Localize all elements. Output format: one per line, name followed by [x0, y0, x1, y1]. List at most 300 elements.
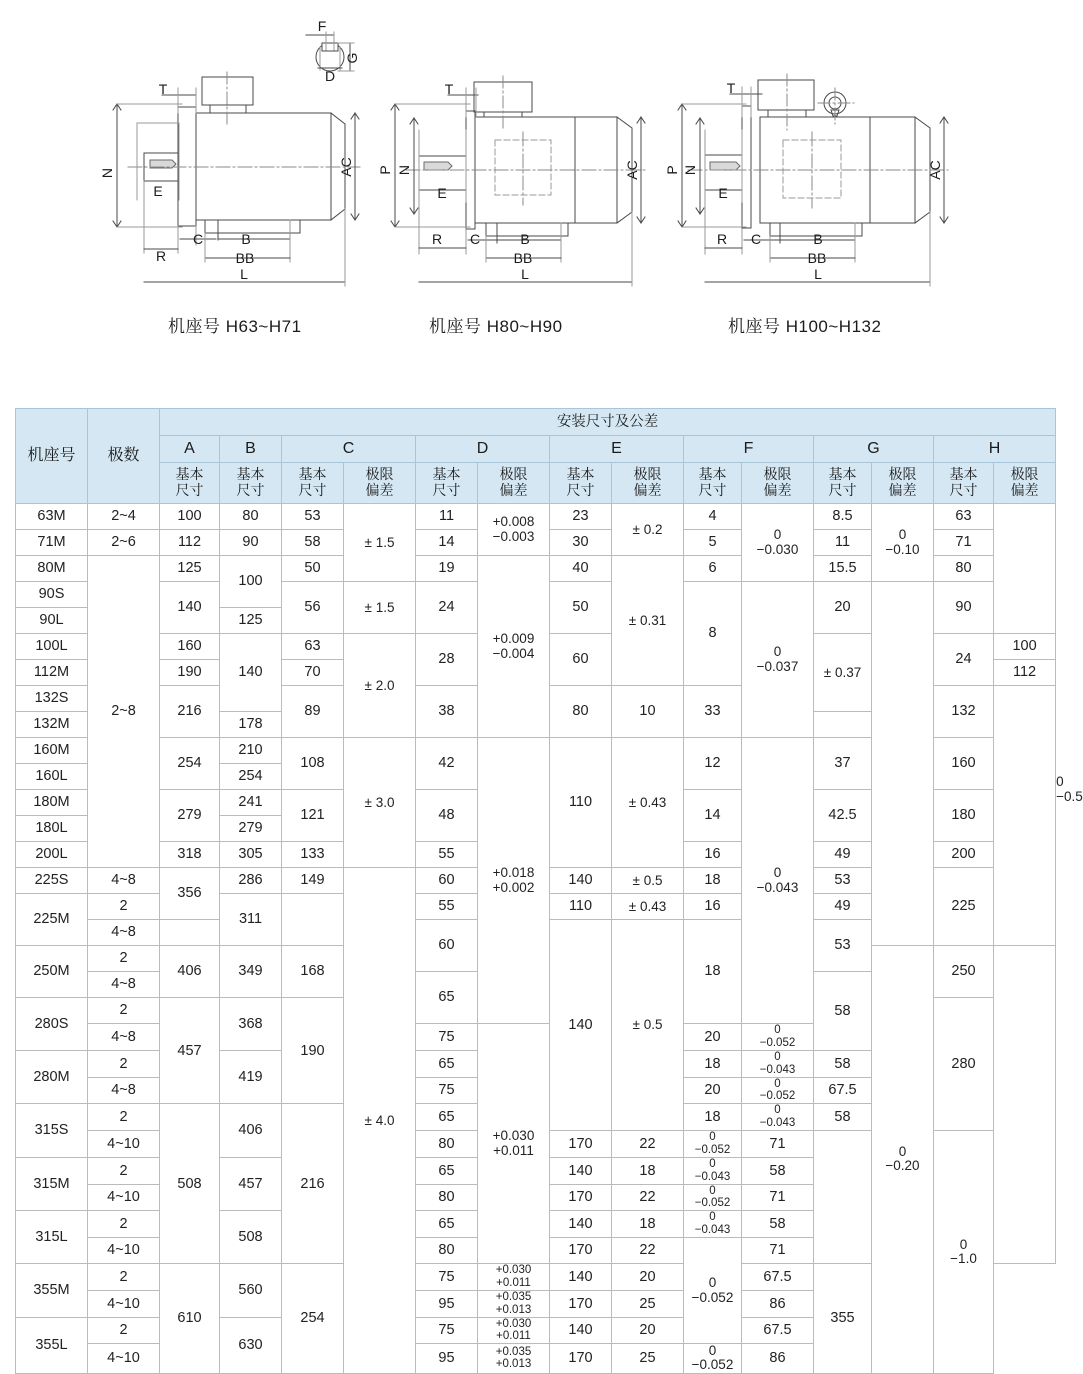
figure-caption-3: 机座号 H100~H132 — [728, 317, 882, 336]
header-letter-D: D — [416, 436, 550, 463]
cell-D: 11 — [416, 504, 478, 530]
cell-F-tol: 0 −0.043 — [742, 738, 814, 1024]
cell-frame: 180M — [16, 790, 88, 816]
cell-B: 419 — [220, 1050, 282, 1104]
cell-poles: 2 — [88, 894, 160, 920]
cell-F-tol: 0 −0.052 — [742, 1024, 814, 1051]
cell-poles: 2 — [88, 1317, 160, 1344]
cell-G: 49 — [814, 842, 872, 868]
cell-G: 71 — [742, 1238, 814, 1264]
svg-text:D: D — [324, 68, 336, 84]
cell-poles: 4~8 — [88, 920, 160, 946]
cell-F: 18 — [684, 1104, 742, 1131]
header-letter-B: B — [220, 436, 282, 463]
cell-frame: 90S — [16, 582, 88, 608]
cell-B: 508 — [220, 1211, 282, 1264]
cell-A: 254 — [160, 738, 220, 790]
cell-F: 16 — [684, 842, 742, 868]
cell-D-tol: +0.035 +0.013 — [478, 1344, 550, 1373]
header-sub-tol-F: 极限 偏差 — [742, 463, 814, 504]
cell-C: 58 — [282, 530, 344, 556]
cell-poles: 4~10 — [88, 1131, 160, 1158]
cell-C: 56 — [282, 582, 344, 634]
cell-G: 58 — [814, 1104, 872, 1131]
cell-frame: 355M — [16, 1264, 88, 1318]
cell-C-tol: ± 3.0 — [344, 738, 416, 868]
cell-E: 170 — [550, 1238, 612, 1264]
header-sub-tol-G: 极限 偏差 — [872, 463, 934, 504]
cell-B: 125 — [220, 608, 282, 634]
svg-text:G: G — [344, 52, 360, 64]
cell-E: 23 — [550, 504, 612, 530]
cell-A: 457 — [160, 998, 220, 1104]
cell-A — [160, 920, 220, 946]
cell-E-tol: ± 0.5 — [612, 920, 684, 1131]
cell-D: 80 — [416, 1238, 478, 1264]
figure-2 — [377, 76, 648, 286]
cell-frame: 160M — [16, 738, 88, 764]
cell-poles: 2~4 — [88, 504, 160, 530]
cell-E: 140 — [550, 920, 612, 1131]
cell-D: 65 — [416, 1157, 478, 1184]
svg-text:N: N — [99, 167, 115, 179]
cell-D-tol: +0.030 +0.011 — [478, 1317, 550, 1344]
svg-text:T: T — [726, 80, 736, 96]
cell-G: 24 — [934, 634, 994, 686]
cell-G: 71 — [742, 1131, 814, 1158]
cell-B: 368 — [220, 998, 282, 1051]
cell-D: 38 — [416, 686, 478, 738]
table-body — [16, 504, 1083, 1374]
cell-frame: 355L — [16, 1317, 88, 1373]
header-sub-basic-D: 基本 尺寸 — [416, 463, 478, 504]
cell-B: 140 — [220, 634, 282, 712]
header-letter-A: A — [160, 436, 220, 463]
cell-B: 210 — [220, 738, 282, 764]
cell-E: 140 — [550, 1211, 612, 1238]
cell-A: 279 — [160, 790, 220, 842]
cell-G: 86 — [742, 1290, 814, 1317]
cell-poles: 2~6 — [88, 530, 160, 556]
cell-B: 349 — [220, 946, 282, 998]
cell-poles: 2 — [88, 946, 160, 972]
cell-G: 37 — [814, 738, 872, 790]
header-letter-F: F — [684, 436, 814, 463]
cell-C: 168 — [282, 946, 344, 998]
cell-F: 18 — [684, 868, 742, 894]
cell-poles: 2 — [88, 1157, 160, 1184]
cell-H: 80 — [934, 556, 994, 582]
cell-poles: 2 — [88, 1211, 160, 1238]
header-sub-tol-H: 极限 偏差 — [994, 463, 1056, 504]
cell-F: 20 — [684, 1077, 742, 1104]
svg-text:C: C — [192, 231, 204, 247]
cell-E-tol: ± 0.43 — [612, 738, 684, 868]
cell-poles: 2 — [88, 1104, 160, 1131]
cell-H: 132 — [934, 686, 994, 738]
dimensions-table — [15, 408, 1083, 1374]
header-letter-H: H — [934, 436, 1056, 463]
cell-F: 22 — [612, 1238, 684, 1264]
cell-F: 12 — [684, 738, 742, 790]
cell-F: 5 — [684, 530, 742, 556]
cell-frame: 315M — [16, 1157, 88, 1211]
cell-E: 140 — [550, 1264, 612, 1291]
cell-C: 70 — [282, 660, 344, 686]
cell-D: 75 — [416, 1317, 478, 1344]
cell-frame: 132S — [16, 686, 88, 712]
cell-F: 4 — [684, 504, 742, 530]
cell-frame: 90L — [16, 608, 88, 634]
cell-A: 112 — [160, 530, 220, 556]
cell-D: 95 — [416, 1290, 478, 1317]
cell-E: 110 — [550, 894, 612, 920]
table-header — [16, 409, 1056, 504]
svg-text:E: E — [153, 183, 163, 199]
cell-F-tol: 0 −0.052 — [684, 1344, 742, 1373]
cell-E: 110 — [550, 738, 612, 868]
figure-3 — [664, 74, 948, 286]
cell-D-tol: +0.030 +0.011 — [478, 1024, 550, 1264]
cell-B: 406 — [220, 1104, 282, 1158]
cell-poles: 4~10 — [88, 1344, 160, 1373]
cell-E: 60 — [550, 634, 612, 686]
cell-C-tol: ± 1.5 — [344, 504, 416, 582]
cell-C: 53 — [282, 504, 344, 530]
figure-caption-1: 机座号 H63~H71 — [168, 317, 302, 336]
cell-E: 40 — [550, 556, 612, 582]
cell-A: 190 — [160, 660, 220, 686]
cell-F: 20 — [612, 1264, 684, 1291]
cell-D-tol: +0.008 −0.003 — [478, 504, 550, 556]
cell-poles: 4~8 — [88, 1024, 160, 1051]
cell-D: 65 — [416, 1104, 478, 1131]
cell-C: 133 — [282, 842, 344, 868]
cell-B: 90 — [220, 530, 282, 556]
cell-A: 216 — [160, 686, 220, 738]
svg-text:R: R — [155, 248, 167, 264]
svg-text:BB: BB — [807, 250, 827, 266]
cell-C: 89 — [282, 686, 344, 738]
cell-G: 86 — [742, 1344, 814, 1373]
cell-F-tol: 0 −0.052 — [684, 1184, 742, 1211]
cell-poles: 4~8 — [88, 972, 160, 998]
cell-F: 18 — [684, 920, 742, 1024]
header-sub-tol-D: 极限 偏差 — [478, 463, 550, 504]
cell-F-tol: 0 −0.043 — [742, 1104, 814, 1131]
cell-H: 71 — [934, 530, 994, 556]
cell-D-tol: +0.018 +0.002 — [478, 738, 550, 1024]
cell-frame: 280M — [16, 1050, 88, 1104]
cell-F-tol: 0 −0.052 — [684, 1131, 742, 1158]
cell-frame: 315L — [16, 1211, 88, 1264]
cell-poles: 2 — [88, 998, 160, 1024]
table-row: 100L 160 140 63 ± 2.0 28 60 ± 0.37 24 100 0 −0.5 — [16, 634, 1056, 660]
cell-H: 200 — [934, 842, 994, 868]
cell-G-tol — [872, 582, 934, 946]
cell-C-tol: ± 2.0 — [344, 634, 416, 738]
cell-G: 67.5 — [742, 1317, 814, 1344]
cell-F: 8 — [684, 582, 742, 686]
cell-C: 108 — [282, 738, 344, 790]
cell-F: 10 — [612, 686, 684, 738]
svg-text:R: R — [431, 231, 443, 247]
svg-text:N: N — [682, 164, 698, 176]
cell-E: 80 — [550, 686, 612, 738]
cell-poles: 4~10 — [88, 1290, 160, 1317]
svg-text:E: E — [437, 185, 447, 201]
cell-D-tol: +0.035 +0.013 — [478, 1290, 550, 1317]
cell-B: 100 — [220, 556, 282, 608]
cell-G: 71 — [742, 1184, 814, 1211]
figure-caption-2: 机座号 H80~H90 — [429, 317, 563, 336]
cell-B: 279 — [220, 816, 282, 842]
cell-G: 67.5 — [814, 1077, 872, 1104]
cell-F: 18 — [612, 1157, 684, 1184]
cell-frame: 280S — [16, 998, 88, 1051]
header-sub-basic-E: 基本 尺寸 — [550, 463, 612, 504]
cell-F: 25 — [612, 1290, 684, 1317]
cell-poles: 4~10 — [88, 1184, 160, 1211]
cell-H: 100 — [994, 634, 1056, 660]
cell-H: 160 — [934, 738, 994, 790]
cell-H: 180 — [934, 790, 994, 842]
header-sub-basic-H: 基本 尺寸 — [934, 463, 994, 504]
cell-D-tol: +0.030 +0.011 — [478, 1264, 550, 1291]
svg-text:T: T — [444, 81, 454, 97]
svg-text:L: L — [240, 266, 248, 282]
cell-A: 610 — [160, 1264, 220, 1374]
cell-E: 50 — [550, 582, 612, 634]
svg-text:P: P — [377, 165, 393, 175]
cell-F-tol: 0 −0.043 — [684, 1211, 742, 1238]
header-frame-number: 机座号 — [16, 409, 88, 504]
cell-G: 58 — [814, 1050, 872, 1077]
drawings-svg — [0, 0, 1001, 300]
cell-D: 24 — [416, 582, 478, 634]
header-sub-basic-F: 基本 尺寸 — [684, 463, 742, 504]
cell-F-tol: 0 −0.043 — [684, 1157, 742, 1184]
header-sub-basic-A: 基本 尺寸 — [160, 463, 220, 504]
header-sub-basic-G: 基本 尺寸 — [814, 463, 872, 504]
cell-F-tol: 0 −0.030 — [742, 504, 814, 582]
header-sub-basic-B: 基本 尺寸 — [220, 463, 282, 504]
svg-text:BB: BB — [235, 250, 255, 266]
cell-G: 58 — [814, 972, 872, 1051]
cell-D: 48 — [416, 790, 478, 842]
cell-F: 6 — [684, 556, 742, 582]
svg-text:L: L — [521, 266, 529, 282]
cell-E-tol: ± 0.37 — [814, 634, 872, 712]
header-sub-basic-C: 基本 尺寸 — [282, 463, 344, 504]
cell-D: 80 — [416, 1131, 478, 1158]
cell-frame: 200L — [16, 842, 88, 868]
cell-D: 19 — [416, 556, 478, 582]
svg-text:R: R — [716, 231, 728, 247]
figure-captions — [0, 312, 1001, 342]
header-group-title: 安装尺寸及公差 — [160, 409, 1056, 436]
header-sub-tol-E: 极限 偏差 — [612, 463, 684, 504]
cell-E: 140 — [550, 1317, 612, 1344]
cell-C: 190 — [282, 998, 344, 1104]
cell-G: 53 — [814, 920, 872, 972]
cell-C: 254 — [282, 1264, 344, 1374]
cell-H-tol — [994, 946, 1056, 1264]
svg-text:AC: AC — [927, 160, 943, 180]
cell-G: 15.5 — [814, 556, 872, 582]
cell-poles: 2 — [88, 1050, 160, 1077]
cell-A: 508 — [160, 1104, 220, 1264]
dimensions-table-wrap — [15, 408, 1083, 1374]
cell-B: 457 — [220, 1157, 282, 1211]
cell-poles: 2~8 — [88, 556, 160, 868]
cell-E-tol: ± 0.5 — [612, 868, 684, 894]
cell-H-tol: 0 −1.0 — [934, 1131, 994, 1374]
cell-E: 30 — [550, 530, 612, 556]
cell-frame: 315S — [16, 1104, 88, 1158]
cell-poles: 2 — [88, 1264, 160, 1291]
cell-G: 58 — [742, 1211, 814, 1238]
svg-text:BB: BB — [513, 250, 533, 266]
cell-A: 100 — [160, 504, 220, 530]
cell-D: 60 — [416, 920, 478, 972]
cell-F-tol: 0 −0.037 — [742, 582, 814, 738]
cell-F: 14 — [684, 790, 742, 842]
svg-text:AC: AC — [338, 157, 354, 177]
cell-E-tol: ± 0.2 — [612, 504, 684, 556]
cell-B: 305 — [220, 842, 282, 868]
cell-C: 149 — [282, 868, 344, 894]
cell-F: 18 — [612, 1211, 684, 1238]
cell-A: 140 — [160, 582, 220, 634]
cell-D: 65 — [416, 1050, 478, 1077]
cell-G-tol: 0 −0.20 — [872, 946, 934, 1374]
cell-C: 50 — [282, 556, 344, 582]
cell-C-tol: ± 1.5 — [344, 582, 416, 634]
svg-text:T: T — [158, 81, 168, 97]
cell-D: 95 — [416, 1344, 478, 1373]
cell-F: 16 — [684, 894, 742, 920]
cell-H: 112 — [994, 660, 1056, 686]
cell-poles: 4~8 — [88, 868, 160, 894]
svg-text:C: C — [469, 231, 481, 247]
cell-C — [282, 894, 344, 946]
cell-G-tol: 0 −0.10 — [872, 504, 934, 582]
cell-G: 49 — [814, 894, 872, 920]
cell-H: 225 — [934, 868, 994, 946]
cell-H — [814, 1131, 872, 1264]
cell-H: 250 — [934, 946, 994, 998]
cell-C-tol: ± 4.0 — [344, 868, 416, 1374]
cell-frame: 100L — [16, 634, 88, 660]
cell-frame: 225S — [16, 868, 88, 894]
cell-E: 140 — [550, 868, 612, 894]
cell-D-tol: +0.009 −0.004 — [478, 556, 550, 738]
cell-D: 75 — [416, 1264, 478, 1291]
cell-F-tol: 0 −0.043 — [742, 1050, 814, 1077]
cell-D: 80 — [416, 1184, 478, 1211]
cell-G: 33 — [684, 686, 742, 738]
cell-B: 80 — [220, 504, 282, 530]
cell-frame: 180L — [16, 816, 88, 842]
cell-D: 65 — [416, 1211, 478, 1238]
figure-1 — [99, 18, 360, 286]
cell-D: 55 — [416, 894, 478, 920]
cell-D: 75 — [416, 1024, 478, 1051]
svg-text:E: E — [718, 185, 728, 201]
cell-E: 170 — [550, 1131, 612, 1158]
cell-A: 160 — [160, 634, 220, 660]
cell-F: 20 — [612, 1317, 684, 1344]
cell-E: 140 — [550, 1157, 612, 1184]
cell-H: 90 — [934, 582, 994, 634]
cell-frame: 63M — [16, 504, 88, 530]
cell-G: 42.5 — [814, 790, 872, 842]
cell-H: 280 — [934, 998, 994, 1131]
cell-H-tol — [994, 504, 1056, 634]
svg-text:B: B — [520, 231, 530, 247]
cell-A: 125 — [160, 556, 220, 582]
cell-F: 25 — [612, 1344, 684, 1373]
cell-G: 53 — [814, 868, 872, 894]
cell-B: 630 — [220, 1317, 282, 1373]
cell-D: 42 — [416, 738, 478, 790]
cell-D: 14 — [416, 530, 478, 556]
cell-B: 254 — [220, 764, 282, 790]
cell-G: 67.5 — [742, 1264, 814, 1291]
cell-B: 178 — [220, 712, 282, 738]
cell-D: 28 — [416, 634, 478, 686]
header-sub-tol-C: 极限 偏差 — [344, 463, 416, 504]
cell-C: 216 — [282, 1104, 344, 1264]
header-letter-G: G — [814, 436, 934, 463]
svg-text:B: B — [813, 231, 823, 247]
table-row — [16, 504, 1056, 530]
cell-C: 63 — [282, 634, 344, 660]
cell-frame: 112M — [16, 660, 88, 686]
cell-A: 406 — [160, 946, 220, 998]
header-letter-E: E — [550, 436, 684, 463]
svg-text:C: C — [750, 231, 762, 247]
cell-frame: 71M — [16, 530, 88, 556]
svg-text:B: B — [241, 231, 251, 247]
cell-B: 241 — [220, 790, 282, 816]
cell-E: 170 — [550, 1344, 612, 1373]
cell-E-tol: ± 0.31 — [612, 556, 684, 686]
cell-A: 318 — [160, 842, 220, 868]
cell-H: 63 — [934, 504, 994, 530]
cell-frame: 225M — [16, 894, 88, 946]
svg-text:AC: AC — [624, 160, 640, 180]
cell-F-tol: 0 −0.052 — [684, 1238, 742, 1344]
cell-F: 20 — [684, 1024, 742, 1051]
cell-H: 355 — [814, 1264, 872, 1374]
header-letter-C: C — [282, 436, 416, 463]
cell-D: 55 — [416, 842, 478, 868]
cell-G: 11 — [814, 530, 872, 556]
cell-B: 311 — [220, 894, 282, 946]
svg-text:F: F — [317, 18, 327, 34]
cell-C: 121 — [282, 790, 344, 842]
cell-D: 75 — [416, 1077, 478, 1104]
cell-poles: 4~8 — [88, 1077, 160, 1104]
cell-F: 18 — [684, 1050, 742, 1077]
cell-F: 22 — [612, 1184, 684, 1211]
cell-G: 58 — [742, 1157, 814, 1184]
cell-B: 286 — [220, 868, 282, 894]
technical-drawings — [0, 0, 1001, 336]
cell-frame: 250M — [16, 946, 88, 998]
